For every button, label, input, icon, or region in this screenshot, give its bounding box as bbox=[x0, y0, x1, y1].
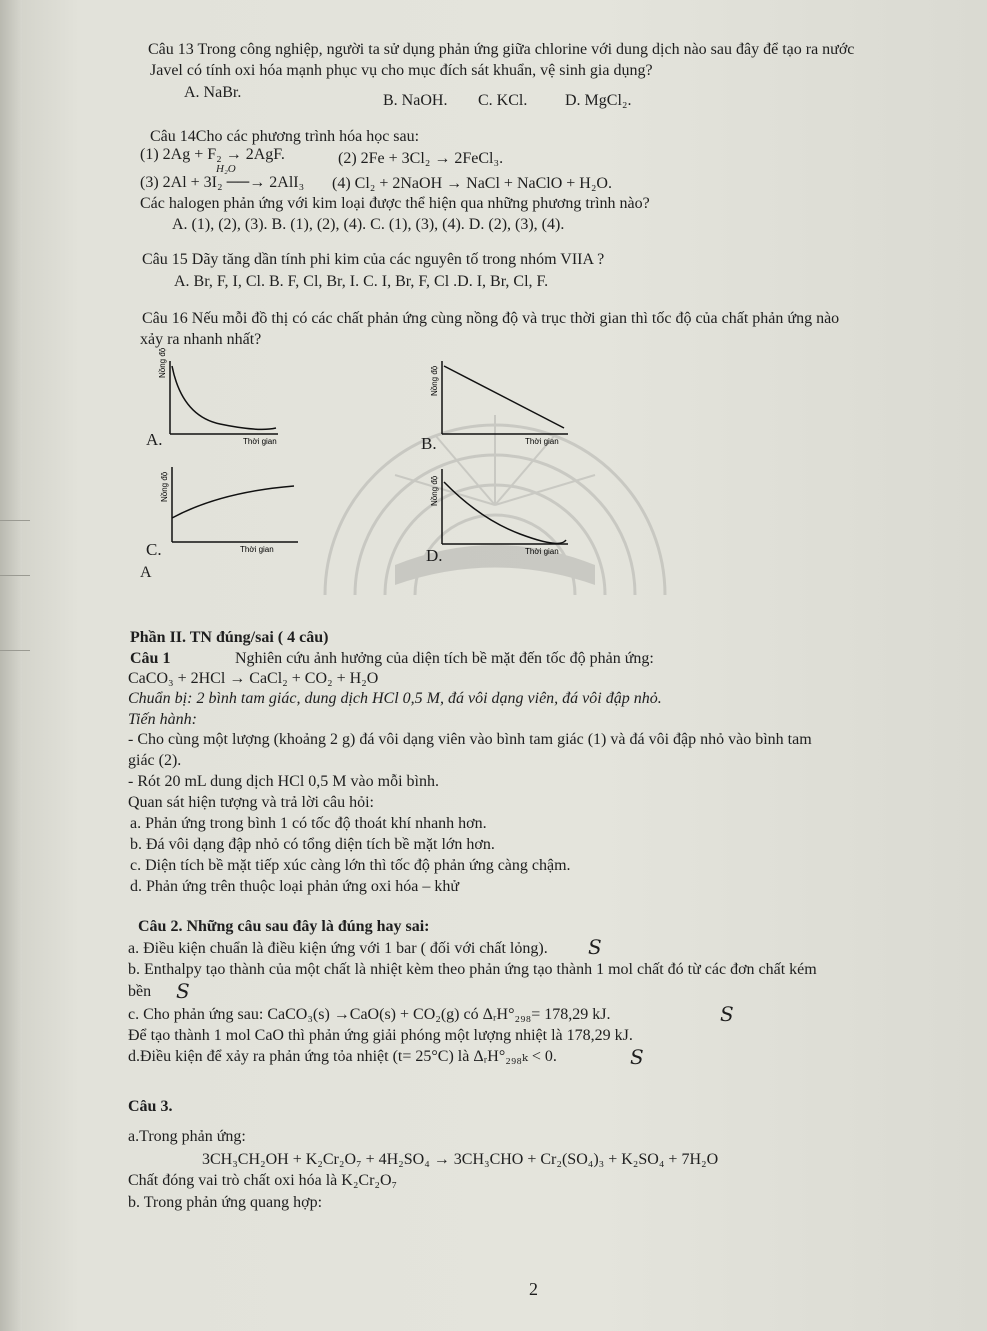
part2-c1-step2: - Rót 20 mL dung dịch HCl 0,5 M vào mỗi bình. bbox=[128, 773, 439, 790]
graph-a-xlabel: Thời gian bbox=[243, 437, 277, 446]
graph-c-ylabel: Nồng độ bbox=[160, 471, 169, 502]
part2-c1-statement-d: d. Phản ứng trên thuộc loại phản ứng oxi hóa – khử bbox=[130, 878, 460, 895]
q14-line1: Câu 14Cho các phương trình hóa học sau: bbox=[150, 128, 420, 145]
part2-c1-statement-a: a. Phản ứng trong bình 1 có tốc độ thoát khí nhanh hơn. bbox=[130, 815, 487, 832]
part2-c2-statement-c2: Để tạo thành 1 mol CaO thì phản ứng giải phóng một lượng nhiệt là 178,29 kJ. bbox=[128, 1027, 633, 1044]
q15-line1: Câu 15 Dãy tăng dần tính phi kim của các nguyên tố trong nhóm VIIA ? bbox=[142, 251, 605, 268]
graph-b bbox=[430, 356, 570, 446]
graph-a-ylabel: Nồng độ bbox=[158, 347, 167, 378]
part2-c3-a: a.Trong phản ứng: bbox=[128, 1128, 246, 1145]
q14-eq1: (1) 2Ag + F₂ → 2AgF. bbox=[140, 146, 285, 163]
q13-line1: Câu 13 Trong công nghiệp, người ta sử dụng phản ứng giữa chlorine với dung dịch nào sau đây để tạo ra nước bbox=[148, 41, 855, 58]
graph-c-xlabel: Thời gian bbox=[240, 545, 274, 554]
part2-c1-step1b: giác (2). bbox=[128, 752, 182, 769]
q13-line2: Javel có tính oxi hóa mạnh phục vụ cho mục đích sát khuẩn, vệ sinh gia dụng? bbox=[150, 62, 653, 79]
q15-options: A. Br, F, I, Cl. B. F, Cl, Br, I. C. I, Br, F, Cl .D. I, Br, Cl, F. bbox=[174, 273, 549, 290]
q14-eq3: (3) 2Al + 3I₂ ──→ 2AlI₃ bbox=[140, 174, 305, 191]
edge-line bbox=[0, 650, 30, 651]
part2-c3-b: b. Trong phản ứng quang hợp: bbox=[128, 1194, 323, 1211]
graph-c bbox=[160, 462, 300, 554]
graph-d-label: D. bbox=[426, 546, 443, 565]
graph-d-ylabel: Nồng độ bbox=[430, 475, 439, 506]
q14-options: A. (1), (2), (3). B. (1), (2), (4). C. (1), (3), (4). D. (2), (3), (4). bbox=[172, 216, 565, 233]
handwritten-s-mark: S bbox=[176, 979, 190, 1003]
part2-c1-head: Câu 1 bbox=[130, 650, 171, 667]
part2-c1-statement-c: c. Diện tích bề mặt tiếp xúc càng lớn thì tốc độ phản ứng càng chậm. bbox=[130, 857, 571, 874]
part2-c1-equation: CaCO₃ + 2HCl → CaCl₂ + CO₂ + H₂O bbox=[128, 670, 379, 687]
q16-line2: xảy ra nhanh nhất? bbox=[140, 331, 262, 348]
graph-d-xlabel: Thời gian bbox=[525, 547, 559, 556]
part2-c2-statement-c1: c. Cho phản ứng sau: CaCO₃(s) →CaO(s) + CO₂(g) có ΔᵣH°₂₉₈= 178,29 kJ. bbox=[128, 1006, 611, 1023]
part2-c1-observe: Quan sát hiện tượng và trả lời câu hỏi: bbox=[128, 794, 374, 811]
handwritten-s-mark: S bbox=[720, 1002, 734, 1026]
q14-eq3-catalyst: H₂O bbox=[216, 163, 236, 175]
part2-c1-prep: Chuẩn bị: 2 bình tam giác, dung dịch HCl 0,5 M, đá vôi dạng viên, đá vôi đập nhỏ. bbox=[128, 690, 662, 707]
part2-c2-statement-a: a. Điều kiện chuẩn là điều kiện ứng với 1 bar ( đối với chất lỏng). bbox=[128, 940, 548, 957]
q13-option-a: A. NaBr. bbox=[184, 84, 242, 101]
q14-eq2: (2) 2Fe + 3Cl₂ → 2FeCl₃. bbox=[338, 150, 504, 167]
graph-a-label: A. bbox=[146, 430, 163, 449]
q14-eq4: (4) Cl₂ + 2NaOH → NaCl + NaClO + H₂O. bbox=[332, 175, 612, 192]
q13-option-b: B. NaOH. bbox=[383, 92, 448, 109]
part2-c2-statement-d: d.Điều kiện để xảy ra phản ứng tỏa nhiệt (t= 25°C) là ΔᵣH°₂₉₈ₖ < 0. bbox=[128, 1048, 557, 1065]
q16-handwritten-answer: A bbox=[140, 564, 152, 581]
q13-option-c: C. KCl. bbox=[478, 92, 528, 109]
part2-title: Phần II. TN đúng/sai ( 4 câu) bbox=[130, 629, 329, 646]
part2-c1-statement-b: b. Đá vôi dạng đập nhỏ có tổng diện tích bề mặt lớn hơn. bbox=[130, 836, 495, 853]
part2-c3-head: Câu 3. bbox=[128, 1098, 173, 1115]
edge-line bbox=[0, 575, 30, 576]
graph-b-ylabel: Nồng độ bbox=[430, 365, 439, 396]
q14-line3: Các halogen phản ứng với kim loại được thể hiện qua những phương trình nào? bbox=[140, 195, 650, 212]
edge-line bbox=[0, 520, 30, 521]
part2-c2-statement-b1: b. Enthalpy tạo thành của một chất là nhiệt kèm theo phản ứng tạo thành 1 mol chất đó từ các đơn chất kém bbox=[128, 961, 817, 978]
part2-c1-text: Nghiên cứu ảnh hưởng của diện tích bề mặt đến tốc độ phản ứng: bbox=[235, 650, 654, 667]
graph-c-label: C. bbox=[146, 540, 162, 559]
part2-c1-step1a: - Cho cùng một lượng (khoảng 2 g) đá vôi dạng viên vào bình tam giác (1) và đá vôi đập nhỏ vào bình tam bbox=[128, 731, 812, 748]
part2-c1-proc: Tiến hành: bbox=[128, 711, 197, 728]
graph-b-xlabel: Thời gian bbox=[525, 437, 559, 446]
handwritten-s-mark: S bbox=[630, 1045, 644, 1069]
handwritten-s-mark: S bbox=[588, 935, 602, 959]
page-left-shadow bbox=[0, 0, 22, 1331]
q13-option-d: D. MgCl₂. bbox=[565, 92, 632, 109]
part2-c2-head: Câu 2. Những câu sau đây là đúng hay sai: bbox=[138, 918, 430, 935]
graph-b-label: B. bbox=[421, 434, 437, 453]
graph-d bbox=[430, 464, 570, 554]
q16-line1: Câu 16 Nếu mỗi đồ thị có các chất phản ứng cùng nồng độ và trục thời gian thì tốc độ của chất phản ứng nào bbox=[142, 310, 840, 327]
part2-c3-role: Chất đóng vai trò chất oxi hóa là K₂Cr₂O₇ bbox=[128, 1172, 398, 1189]
part2-c2-statement-b2: bền bbox=[128, 983, 152, 1000]
graph-a bbox=[158, 347, 280, 446]
part2-c3-equation: 3CH₃CH₂OH + K₂Cr₂O₇ + 4H₂SO₄ → 3CH₃CHO + Cr₂(SO₄)₃ + K₂SO₄ + 7H₂O bbox=[202, 1151, 719, 1168]
page-number: 2 bbox=[529, 1279, 538, 1299]
